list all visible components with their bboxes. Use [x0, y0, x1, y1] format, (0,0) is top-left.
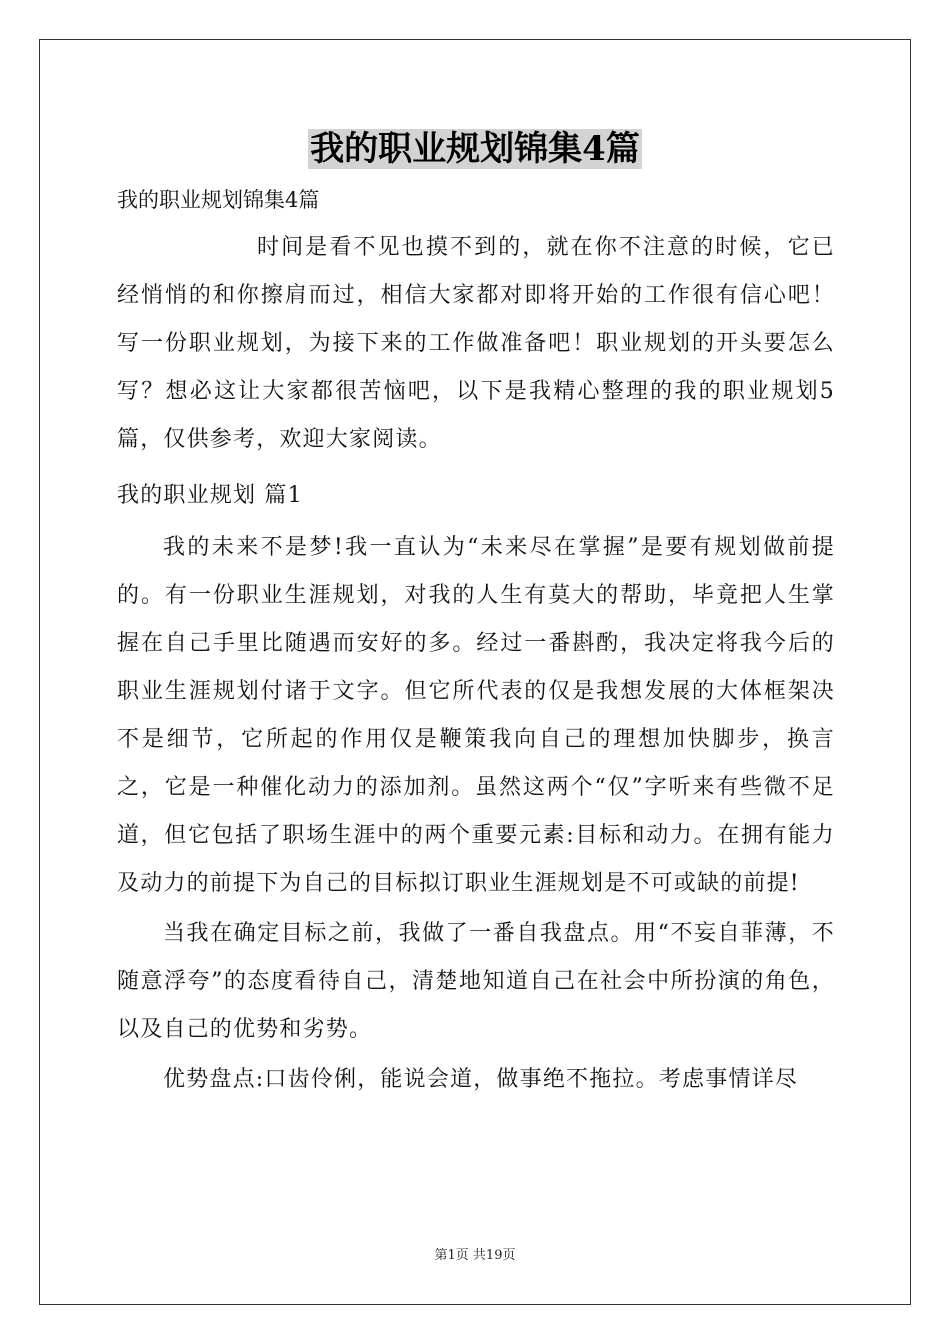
- document-subtitle: 我的职业规划锦集4篇: [117, 188, 320, 212]
- intro-paragraph: 时间是看不见也摸不到的，就在你不注意的时候，它已经悄悄的和你擦肩而过，相信大家都对即将开始的工作很有信心吧！写一份职业规划，为接下来的工作做准备吧！职业规划的开头要怎么写？想必这让大家都很苦恼吧，以下是我精心整理的我的职业规划5篇，仅供参考，欢迎大家阅读。: [117, 235, 835, 452]
- content-block: [117, 524, 835, 1104]
- page-footer: 第1页 共19页: [434, 1248, 516, 1263]
- section-heading: 我的职业规划 篇1: [117, 483, 303, 508]
- document-title: [0, 124, 950, 174]
- paragraph: 优势盘点:口齿伶俐，能说会道，做事绝不拖拉。考虑事情详尽: [163, 1067, 799, 1092]
- section-heading-block: [117, 472, 835, 520]
- paragraph: 当我在确定目标之前，我做了一番自我盘点。用“不妄自菲薄，不随意浮夸”的态度看待自己，清楚地知道自己在社会中所扮演的角色，以及自己的优势和劣势。: [117, 921, 835, 1042]
- document-title-text: 我的职业规划锦集4篇: [310, 129, 640, 169]
- intro-block: [117, 224, 835, 464]
- paragraph: 我的未来不是梦!我一直认为“未来尽在掌握”是要有规划做前提的。有一份职业生涯规划，对我的人生有莫大的帮助，毕竟把人生掌握在自己手里比随遇而安好的多。经过一番斟酌，我决定将我今后的职业生涯规划付诸于文字。但它所代表的仅是我想发展的大体框架决不是细节，它所起的作用仅是鞭策我向自己的理想加快脚步，换言之，它是一种催化动力的添加剂。虽然这两个“仅”字听来有些微不足道，但它包括了职场生涯中的两个重要元素:目标和动力。在拥有能力及动力的前提下为自己的目标拟订职业生涯规划是不可或缺的前提!: [117, 535, 835, 896]
